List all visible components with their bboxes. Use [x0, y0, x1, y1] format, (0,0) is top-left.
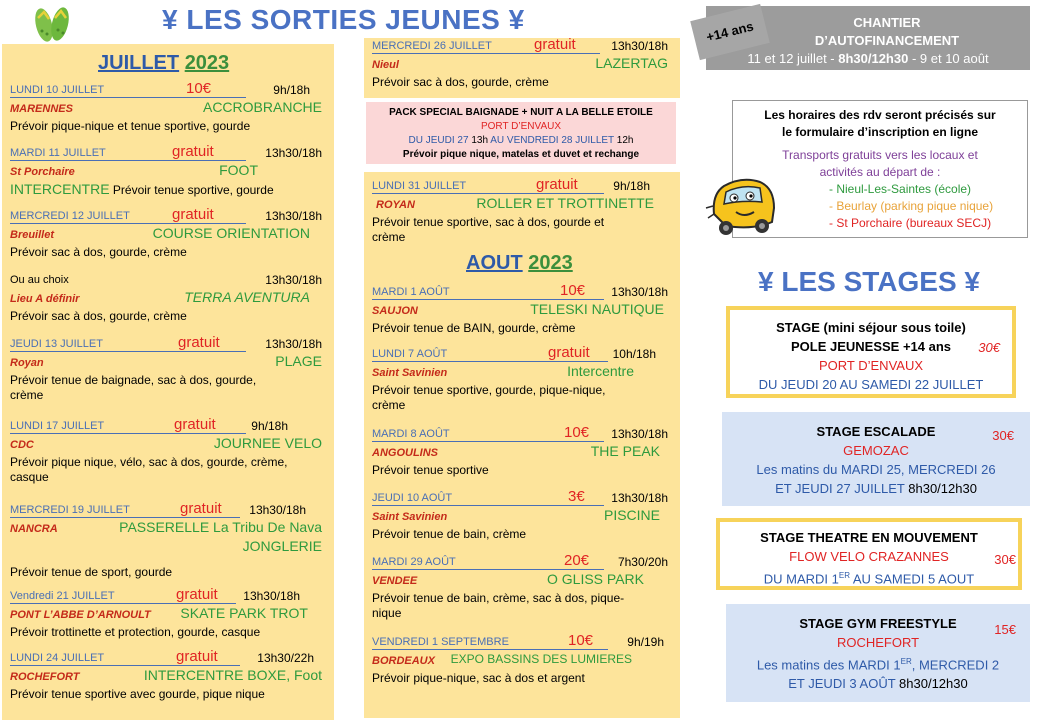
event-july-24[interactable]: LUNDI 24 JUILLET gratuit 13h30/22h ROCHEFORT INTERCENTRE BOXE, Foot Prévoir tenue sportive avec gourde, pique nique: [10, 648, 322, 701]
event-july-21[interactable]: Vendredi 21 JUILLET gratuit 13h30/18h PONT L’ABBE D’ARNOULT SKATE PARK TROT Prévoir trottinette et protection, gourde, casque: [10, 586, 308, 639]
event-aug-1[interactable]: MARDI 1 AOÛT 10€ 13h30/18h SAUJON TELESKI NAUTIQUE Prévoir tenue de BAIN, gourde, crème: [372, 282, 668, 335]
pack-dates: DU JEUDI 27 13h AU VENDREDI 28 JUILLET 12h: [408, 135, 634, 146]
stages-title: ¥ LES STAGES ¥: [758, 266, 980, 297]
age-badge: +14 ans: [690, 4, 770, 60]
stage-gym-freestyle[interactable]: STAGE GYM FREESTYLE ROCHEFORT Les matins des MARDI 1ER, MERCREDI 2 ET JEUDI 3 AOÛT 8h30/12h30 15€: [726, 604, 1030, 702]
chantier-banner[interactable]: CHANTIER D’AUTOFINANCEMENT 11 et 12 juillet - 8h30/12h30 - 9 et 10 août: [706, 6, 1030, 70]
pack-baignade[interactable]: PACK SPECIAL BAIGNADE + NUIT A LA BELLE ETOILE PORT D’ENVAUX DU JEUDI 27 13h AU VENDREDI 28 JUILLET 12h Prévoir pique nique, matelas et duvet et rechange: [366, 102, 676, 164]
event-july-26-box: [364, 38, 680, 98]
event-july-12[interactable]: MERCREDI 12 JUILLET gratuit 13h30/18h Breuillet COURSE ORIENTATION Prévoir sac à dos, gourde, crème: [10, 206, 322, 259]
transport-place: - St Porchaire (bureaux SECJ): [829, 216, 992, 230]
event-july-11[interactable]: MARDI 11 JUILLET gratuit 13h30/18h St Porchaire FOOT INTERCENTRE Prévoir tenue sportive, gourde: [10, 143, 322, 197]
event-aug-10[interactable]: JEUDI 10 AOÛT 3€ 13h30/18h Saint Savinien PISCINE Prévoir tenue de bain, crème: [372, 488, 668, 541]
stage-price: 30€: [994, 552, 1016, 567]
stage-pole-jeunesse[interactable]: STAGE (mini séjour sous toile) POLE JEUNESSE +14 ans PORT D’ENVAUX DU JEUDI 20 AU SAMEDI 22 JUILLET 30€: [726, 306, 1016, 398]
event-aug-29[interactable]: MARDI 29 AOÛT 20€ 7h30/20h VENDEE O GLISS PARK Prévoir tenue de bain, crème, sac à dos, pique- nique: [372, 552, 668, 620]
event-aug-8[interactable]: MARDI 8 AOÛT 10€ 13h30/18h ANGOULINS THE PEAK Prévoir tenue sportive: [372, 424, 668, 477]
flipflops-icon: [28, 4, 76, 44]
event-july-31[interactable]: LUNDI 31 JUILLET gratuit 9h/18h ROYAN ROLLER ET TROTTINETTE Prévoir tenue sportive, sac à dos, gourde et crème: [372, 176, 654, 244]
event-july-26[interactable]: MERCREDI 26 JUILLET gratuit 13h30/18h Nieul LAZERTAG Prévoir sac à dos, gourde, crème: [372, 36, 668, 89]
august-column: [364, 172, 680, 718]
stage-price: 15€: [994, 622, 1016, 637]
transport-place: - Nieul-Les-Saintes (école): [829, 182, 972, 196]
event-july-17[interactable]: LUNDI 17 JUILLET gratuit 9h/18h CDC JOURNEE VELO Prévoir pique nique, vélo, sac à dos, gourde, crème, casque: [10, 416, 322, 484]
info-box: Les horaires des rdv seront précisés sur le formulaire d’inscription en ligne Transports gratuits vers les locaux et activités au départ de : - Nieul-Les-Saintes (école) - Beurlay (parking pique nique) - St Porchaire (bureaux SECJ): [732, 100, 1028, 238]
event-july-19[interactable]: MERCREDI 19 JUILLET gratuit 13h30/18h NANCRA PASSERELLE La Tribu De Nava JONGLERIE Prévoir tenue de sport, gourde: [10, 500, 322, 579]
stage-price: 30€: [992, 428, 1014, 443]
page-title: ¥ LES SORTIES JEUNES ¥: [162, 4, 525, 35]
event-aug-7[interactable]: LUNDI 7 AOÛT gratuit 10h/18h Saint Savinien Intercentre Prévoir tenue sportive, gourde, pique-nique, crème: [372, 344, 656, 412]
august-heading: AOUT 2023: [466, 252, 573, 274]
event-sep-1[interactable]: VENDREDI 1 SEPTEMBRE 10€ 9h/19h BORDEAUX EXPO BASSINS DES LUMIERES Prévoir pique-nique, sac à dos et argent: [372, 632, 664, 685]
school-bus-icon: [704, 168, 780, 244]
event-july-13[interactable]: JEUDI 13 JUILLET gratuit 13h30/18h Royan PLAGE Prévoir tenue de baignade, sac à dos, gourde, crème: [10, 334, 322, 402]
transport-place: - Beurlay (parking pique nique): [829, 199, 994, 213]
stage-price: 30€: [978, 340, 1000, 355]
event-july-10[interactable]: LUNDI 10 JUILLET 10€ 9h/18h MARENNES ACCROBRANCHE Prévoir pique-nique et tenue sportive, gourde: [10, 80, 322, 133]
event-july-alt[interactable]: Ou au choix 13h30/18h Lieu A définir TERRA AVENTURA Prévoir sac à dos, gourde, crème: [10, 273, 322, 323]
july-column: [2, 44, 334, 720]
chantier-dates: 11 et 12 juillet - 8h30/12h30 - 9 et 10 août: [747, 51, 989, 66]
july-heading: JUILLET 2023: [98, 52, 230, 74]
stage-theatre[interactable]: STAGE THEATRE EN MOUVEMENT FLOW VELO CRAZANNES DU MARDI 1ER AU SAMEDI 5 AOUT 30€: [716, 518, 1022, 590]
stage-escalade[interactable]: STAGE ESCALADE GEMOZAC Les matins du MARDI 25, MERCREDI 26 ET JEUDI 27 JUILLET 8h30/12h30 30€: [722, 412, 1030, 506]
